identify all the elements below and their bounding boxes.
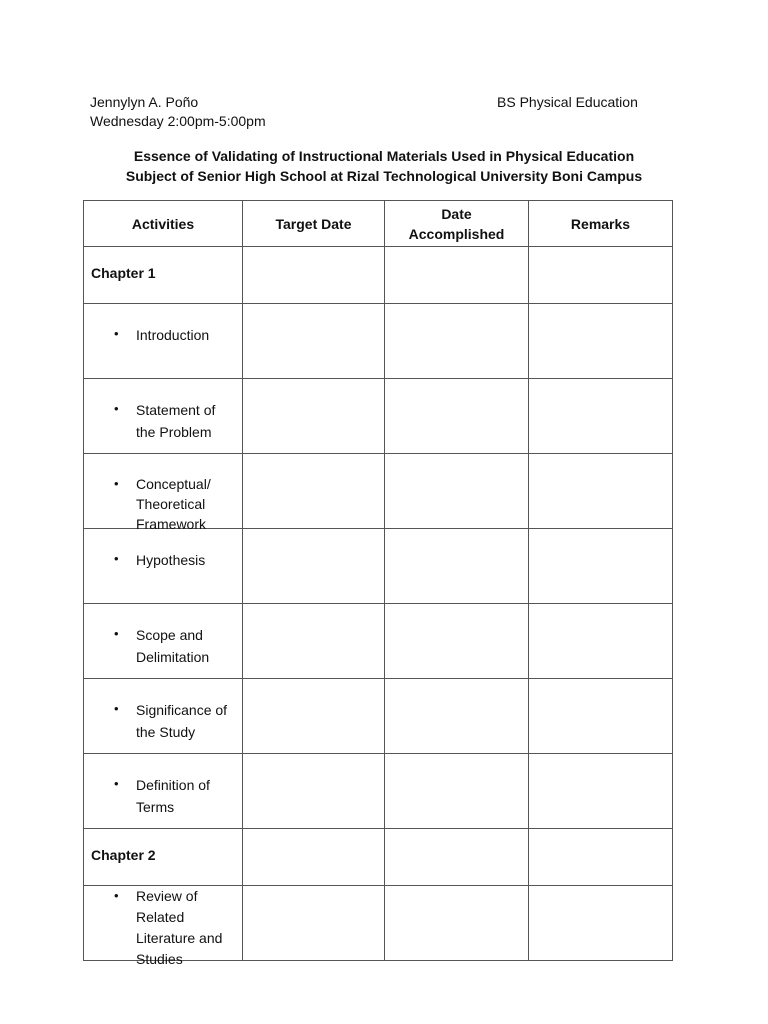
chapter-row [84, 247, 673, 304]
activity-cell [84, 679, 243, 754]
target-date-cell [243, 679, 385, 754]
program-name: BS Physical Education [497, 94, 638, 110]
remarks-cell [529, 304, 673, 379]
table-row [84, 304, 673, 379]
col-header-remarks: Remarks [529, 201, 673, 247]
activity-cell [84, 379, 243, 454]
table-row [84, 529, 673, 604]
activity-label: Conceptual/ Theoretical Framework [136, 476, 211, 532]
schedule: Wednesday 2:00pm-5:00pm [90, 113, 266, 129]
remarks-cell [529, 529, 673, 604]
target-date-cell [243, 454, 385, 529]
target-date-cell [243, 247, 385, 304]
bullet-icon: • [114, 776, 119, 791]
activity-label: Statement of the Problem [136, 402, 216, 440]
target-date-cell [243, 604, 385, 679]
date-accomplished-cell [385, 604, 529, 679]
target-date-cell [243, 886, 385, 961]
title-line-2: Subject of Senior High School at Rizal Technological University Boni Campus [125, 168, 643, 184]
col-header-date-accomplished: Date Accomplished [385, 201, 529, 247]
target-date-cell [243, 754, 385, 829]
target-date-cell [243, 829, 385, 886]
chapter-row [84, 829, 673, 886]
bullet-icon: • [114, 701, 119, 716]
date-accomplished-cell [385, 379, 529, 454]
activity-cell [84, 886, 243, 967]
date-accomplished-cell [385, 304, 529, 379]
bullet-icon: • [114, 551, 119, 566]
date-accomplished-cell [385, 529, 529, 604]
activity-label: Definition of Terms [136, 777, 210, 815]
table-header-row [84, 201, 673, 247]
target-date-cell [243, 304, 385, 379]
activity-cell [84, 754, 243, 829]
activity-cell [84, 304, 243, 379]
activities-table [83, 200, 673, 967]
bullet-icon: • [114, 476, 119, 491]
date-accomplished-cell [385, 886, 529, 961]
col-header-target-date: Target Date [243, 201, 385, 247]
date-accomplished-cell [385, 679, 529, 754]
remarks-cell [529, 754, 673, 829]
bullet-icon: • [114, 401, 119, 416]
remarks-cell [529, 604, 673, 679]
remarks-cell [529, 454, 673, 529]
student-name: Jennylyn A. Poño [90, 94, 199, 110]
col-header-activities: Activities [84, 201, 243, 247]
title-line-1: Essence of Validating of Instructional Materials Used in Physical Education [133, 148, 635, 164]
target-date-cell [243, 379, 385, 454]
activity-cell [84, 604, 243, 679]
date-accomplished-cell [385, 829, 529, 886]
header-left [90, 93, 266, 131]
remarks-cell [529, 886, 673, 961]
bullet-icon: • [114, 888, 119, 903]
date-accomplished-cell [385, 454, 529, 529]
activity-label: Significance of the Study [136, 702, 228, 740]
table-row [84, 754, 673, 829]
activity-cell [84, 529, 243, 604]
date-accomplished-cell [385, 247, 529, 304]
document-title [84, 146, 684, 186]
table-row [84, 604, 673, 679]
activity-label: Scope and Delimitation [136, 627, 210, 665]
table-row [84, 886, 673, 961]
activity-label: Review of Related Literature and Studies [136, 888, 223, 967]
table-row [84, 379, 673, 454]
bullet-icon: • [114, 626, 119, 641]
bullet-icon: • [114, 326, 119, 341]
remarks-cell [529, 679, 673, 754]
activity-cell [84, 454, 243, 532]
table-row [84, 679, 673, 754]
table-row [84, 454, 673, 529]
remarks-cell [529, 247, 673, 304]
chapter-label: Chapter 1 [84, 247, 243, 304]
activity-label: Introduction [136, 327, 210, 343]
remarks-cell [529, 379, 673, 454]
date-accomplished-cell [385, 754, 529, 829]
activity-label: Hypothesis [136, 552, 206, 568]
target-date-cell [243, 529, 385, 604]
chapter-label: Chapter 2 [84, 829, 243, 886]
remarks-cell [529, 829, 673, 886]
